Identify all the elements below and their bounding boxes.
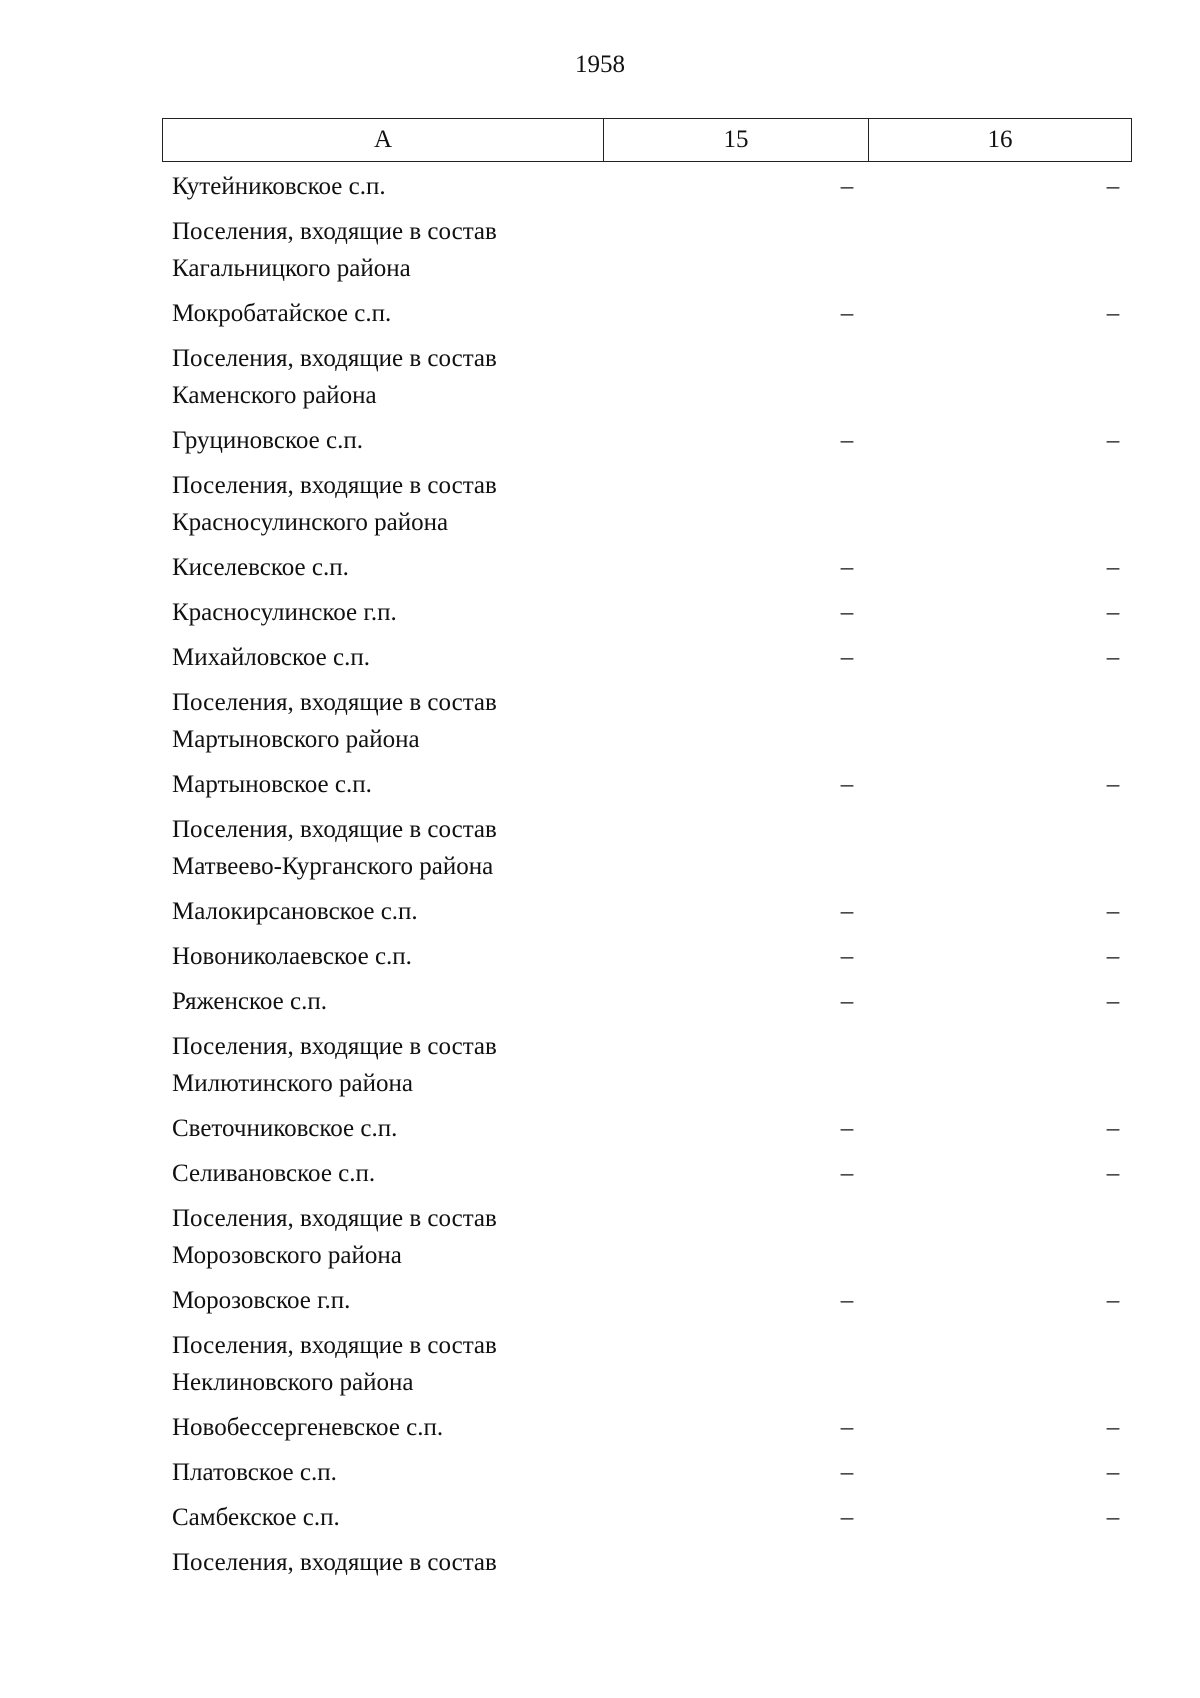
settlement-name: Новониколаевское с.п. bbox=[172, 943, 412, 970]
table-row bbox=[172, 1155, 1132, 1192]
settlement-name: Поселения, входящие в состав Кагальницкого района bbox=[172, 218, 497, 282]
table-row bbox=[172, 594, 1132, 631]
cell-16: – bbox=[1106, 644, 1120, 671]
cell-15: – bbox=[840, 644, 854, 671]
table-row bbox=[172, 811, 1132, 885]
cell-15: – bbox=[840, 1160, 854, 1187]
cell-16: – bbox=[1106, 1115, 1120, 1142]
cell-15: – bbox=[840, 1287, 854, 1314]
settlement-name: Селивановское с.п. bbox=[172, 1160, 376, 1187]
cell-16: – bbox=[1106, 599, 1120, 626]
column-header-15: 15 bbox=[604, 119, 869, 161]
cell-16: – bbox=[1106, 898, 1120, 925]
cell-15: – bbox=[840, 943, 854, 970]
settlement-name: Мартыновское с.п. bbox=[172, 771, 372, 798]
cell-15: – bbox=[840, 1459, 854, 1486]
cell-15: – bbox=[840, 300, 854, 327]
table-row bbox=[172, 983, 1132, 1020]
table-row bbox=[172, 766, 1132, 803]
cell-15: – bbox=[840, 1115, 854, 1142]
table-row bbox=[172, 422, 1132, 459]
table-row bbox=[172, 938, 1132, 975]
cell-15: – bbox=[840, 1504, 854, 1531]
column-header-16: 16 bbox=[987, 126, 1013, 153]
cell-16: – bbox=[1106, 943, 1120, 970]
cell-16: – bbox=[1106, 173, 1120, 200]
table-header-row bbox=[162, 118, 1132, 162]
settlement-name: Поселения, входящие в состав Неклиновского района bbox=[172, 1332, 497, 1396]
table-row bbox=[172, 295, 1132, 332]
table-row bbox=[172, 684, 1132, 758]
settlement-name: Красносулинское г.п. bbox=[172, 599, 397, 626]
table-row bbox=[172, 893, 1132, 930]
settlement-name: Ряженское с.п. bbox=[172, 988, 327, 1015]
table-row bbox=[172, 1409, 1132, 1446]
cell-15: – bbox=[840, 771, 854, 798]
cell-15: – bbox=[840, 427, 854, 454]
table-row bbox=[172, 1028, 1132, 1102]
settlement-name: Светочниковское с.п. bbox=[172, 1115, 398, 1142]
table-row bbox=[172, 340, 1132, 414]
table-row bbox=[172, 168, 1132, 205]
table-row bbox=[172, 467, 1132, 541]
cell-15: – bbox=[840, 599, 854, 626]
cell-16: – bbox=[1106, 554, 1120, 581]
table-row bbox=[172, 1454, 1132, 1491]
cell-16: – bbox=[1106, 771, 1120, 798]
table-row bbox=[172, 1327, 1132, 1401]
table-row bbox=[172, 1282, 1132, 1319]
column-header-a: А bbox=[163, 119, 604, 161]
settlement-name: Поселения, входящие в состав bbox=[172, 1549, 497, 1576]
cell-15: – bbox=[840, 554, 854, 581]
settlement-name: Платовское с.п. bbox=[172, 1459, 337, 1486]
table-row bbox=[172, 213, 1132, 287]
settlement-name: Поселения, входящие в состав Морозовского района bbox=[172, 1205, 497, 1269]
cell-16: – bbox=[1106, 300, 1120, 327]
table-row bbox=[172, 1110, 1132, 1147]
settlement-name: Морозовское г.п. bbox=[172, 1287, 351, 1314]
cell-16: – bbox=[1106, 988, 1120, 1015]
settlement-name: Михайловское с.п. bbox=[172, 644, 370, 671]
cell-15: – bbox=[840, 173, 854, 200]
page-number: 1958 bbox=[575, 51, 625, 78]
cell-15: – bbox=[840, 898, 854, 925]
table-row bbox=[172, 1200, 1132, 1274]
settlement-name: Поселения, входящие в состав Красносулинского района bbox=[172, 472, 497, 536]
table-row bbox=[172, 639, 1132, 676]
cell-16: – bbox=[1106, 1160, 1120, 1187]
cell-16: – bbox=[1106, 1414, 1120, 1441]
settlement-name: Поселения, входящие в состав Мартыновского района bbox=[172, 689, 497, 753]
settlement-name: Киселевское с.п. bbox=[172, 554, 349, 581]
settlement-name: Поселения, входящие в состав Каменского района bbox=[172, 345, 497, 409]
settlement-name: Мокробатайское с.п. bbox=[172, 300, 392, 327]
cell-15: – bbox=[840, 988, 854, 1015]
settlement-name: Самбекское с.п. bbox=[172, 1504, 340, 1531]
settlement-name: Кутейниковское с.п. bbox=[172, 173, 386, 200]
table-body bbox=[172, 168, 1132, 1589]
table-row bbox=[172, 549, 1132, 586]
settlement-name: Поселения, входящие в состав Милютинского района bbox=[172, 1033, 497, 1097]
cell-16: – bbox=[1106, 1287, 1120, 1314]
table-row bbox=[172, 1499, 1132, 1536]
settlement-name: Малокирсановское с.п. bbox=[172, 898, 418, 925]
cell-16: – bbox=[1106, 1504, 1120, 1531]
cell-16: – bbox=[1106, 427, 1120, 454]
settlement-name: Груциновское с.п. bbox=[172, 427, 363, 454]
settlement-name: Новобессергеневское с.п. bbox=[172, 1414, 444, 1441]
cell-16: – bbox=[1106, 1459, 1120, 1486]
table-row bbox=[172, 1544, 1132, 1581]
cell-15: – bbox=[840, 1414, 854, 1441]
settlement-name: Поселения, входящие в состав Матвеево-Курганского района bbox=[172, 816, 497, 880]
